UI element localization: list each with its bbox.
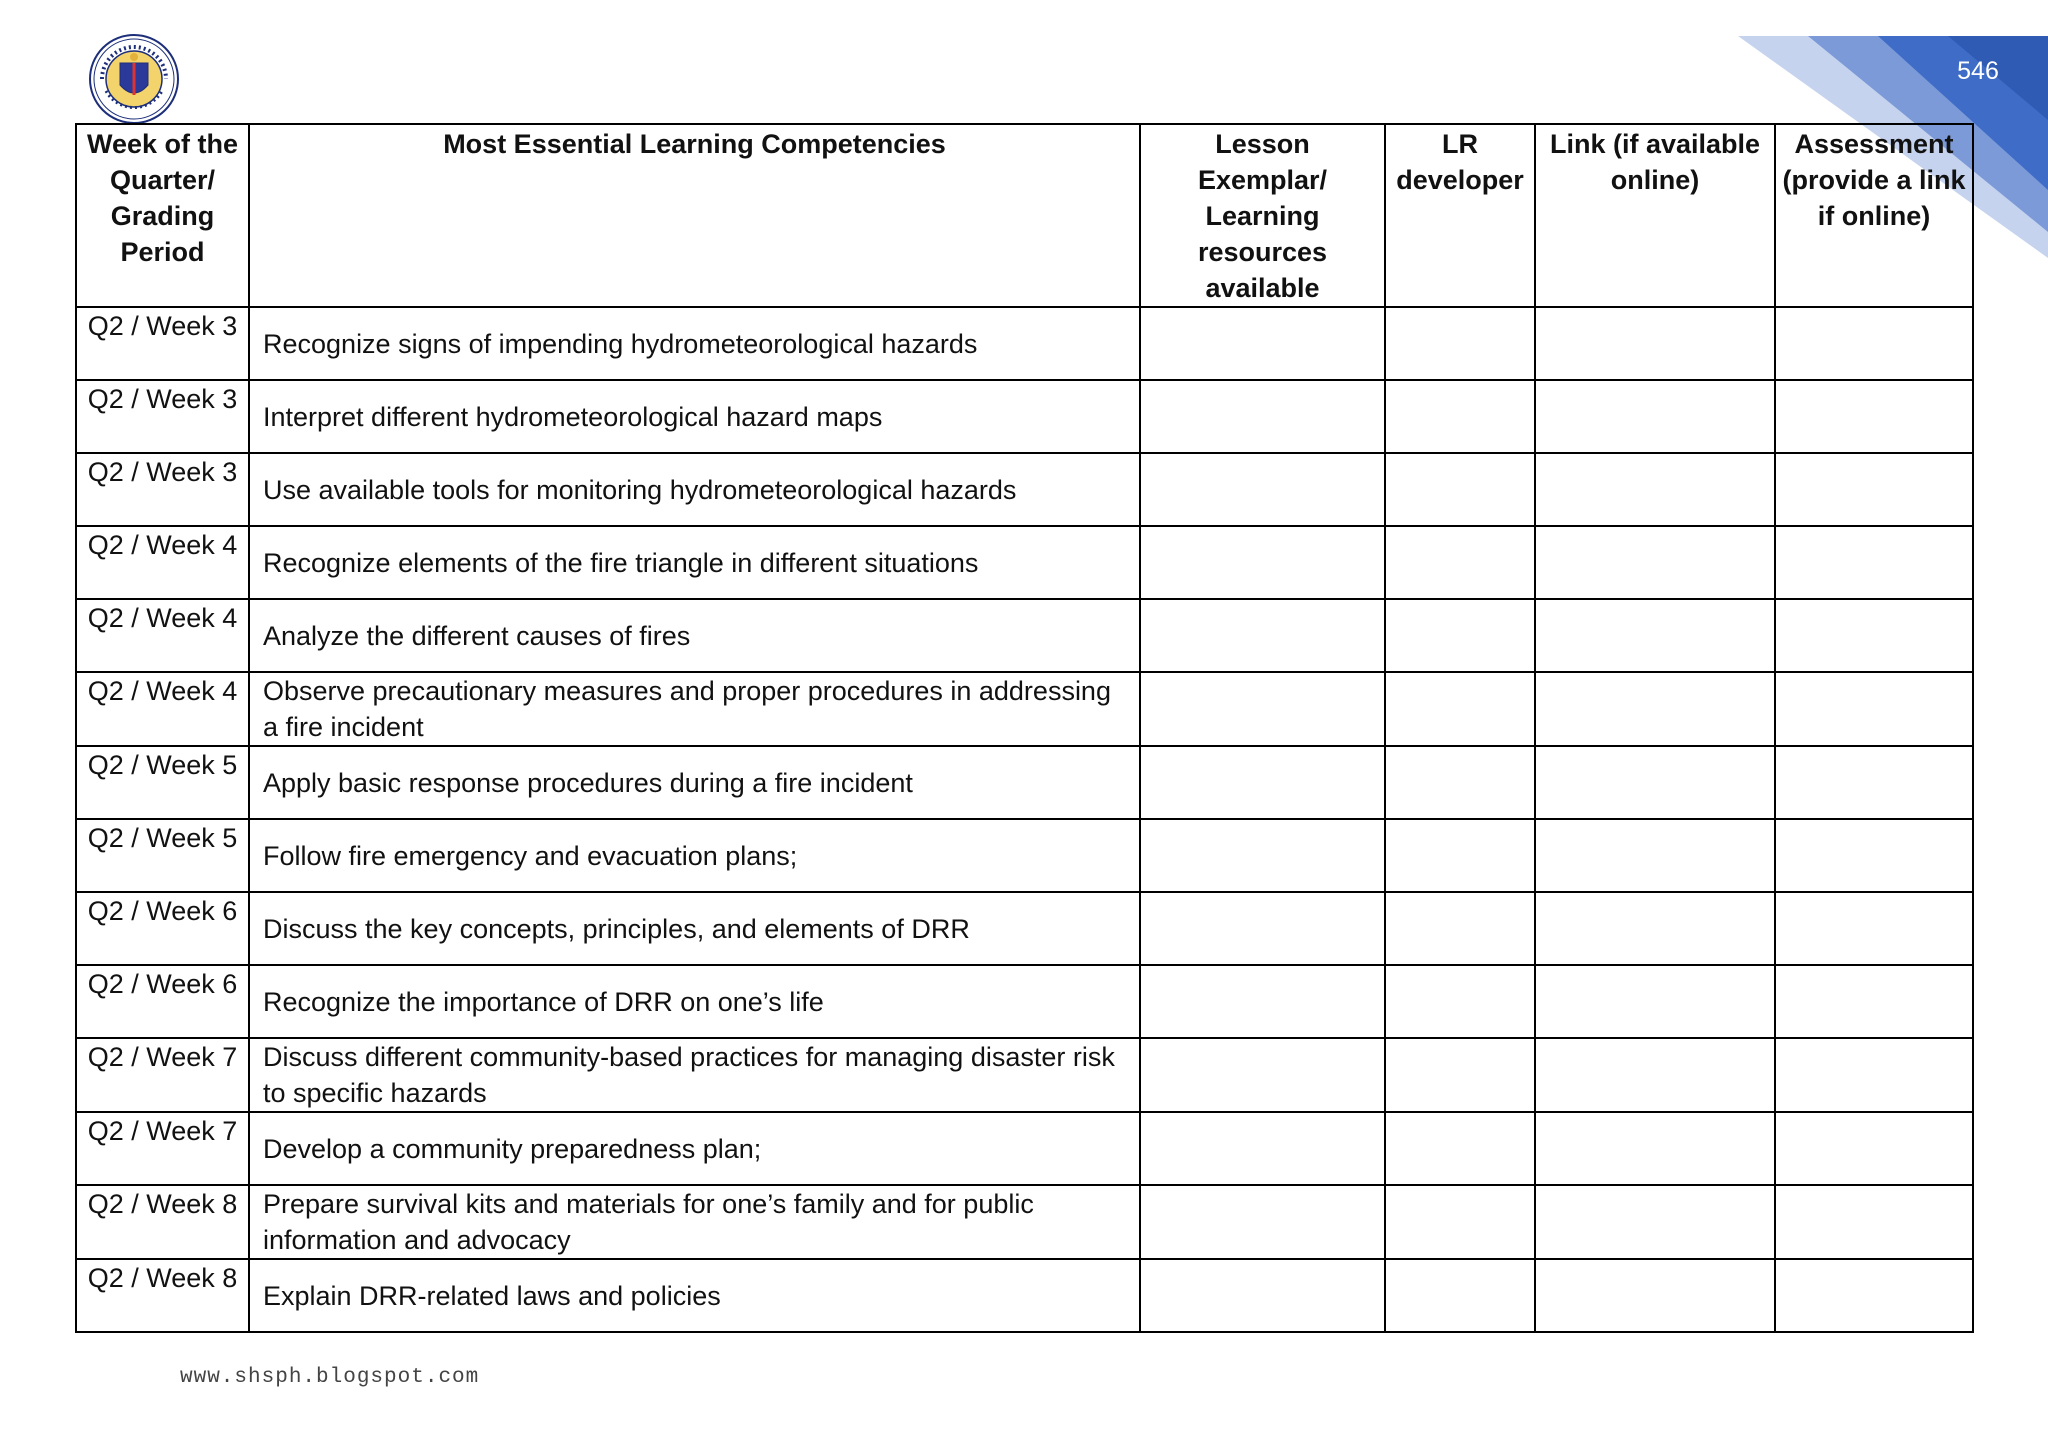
assessment-cell xyxy=(1775,892,1973,965)
week-cell: Q2 / Week 5 xyxy=(76,819,249,892)
assessment-cell xyxy=(1775,672,1973,746)
competency-cell: Recognize the importance of DRR on one’s life xyxy=(249,965,1140,1038)
assessment-cell xyxy=(1775,307,1973,380)
link-cell xyxy=(1535,1259,1775,1332)
table-row xyxy=(76,526,1973,599)
developer-cell xyxy=(1385,672,1535,746)
header-lr-developer: LR developer xyxy=(1385,124,1535,307)
table-row xyxy=(76,1185,1973,1259)
lesson-cell xyxy=(1140,892,1385,965)
table-row xyxy=(76,1112,1973,1185)
competency-cell: Analyze the different causes of fires xyxy=(249,599,1140,672)
lesson-cell xyxy=(1140,453,1385,526)
table-row xyxy=(76,965,1973,1038)
competency-cell: Recognize signs of impending hydrometeorological hazards xyxy=(249,307,1140,380)
assessment-cell xyxy=(1775,1112,1973,1185)
competency-cell: Discuss different community-based practices for managing disaster risk to specific hazards xyxy=(249,1038,1140,1112)
link-cell xyxy=(1535,307,1775,380)
week-cell: Q2 / Week 3 xyxy=(76,453,249,526)
developer-cell xyxy=(1385,380,1535,453)
week-cell: Q2 / Week 5 xyxy=(76,746,249,819)
competency-cell: Develop a community preparedness plan; xyxy=(249,1112,1140,1185)
competency-cell: Apply basic response procedures during a fire incident xyxy=(249,746,1140,819)
lesson-cell xyxy=(1140,1112,1385,1185)
lesson-cell xyxy=(1140,1038,1385,1112)
link-cell xyxy=(1535,453,1775,526)
table-header-row xyxy=(76,124,1973,307)
table-row xyxy=(76,380,1973,453)
assessment-cell xyxy=(1775,380,1973,453)
developer-cell xyxy=(1385,1038,1535,1112)
melc-table xyxy=(75,123,1974,1333)
table-row xyxy=(76,1038,1973,1112)
lesson-cell xyxy=(1140,307,1385,380)
developer-cell xyxy=(1385,1259,1535,1332)
week-cell: Q2 / Week 7 xyxy=(76,1112,249,1185)
assessment-cell xyxy=(1775,599,1973,672)
table-row xyxy=(76,599,1973,672)
assessment-cell xyxy=(1775,1185,1973,1259)
competency-cell: Use available tools for monitoring hydrometeorological hazards xyxy=(249,453,1140,526)
link-cell xyxy=(1535,965,1775,1038)
developer-cell xyxy=(1385,526,1535,599)
developer-cell xyxy=(1385,599,1535,672)
week-cell: Q2 / Week 6 xyxy=(76,965,249,1038)
table-row xyxy=(76,453,1973,526)
header-week: Week of the Quarter/ Grading Period xyxy=(76,124,249,307)
week-cell: Q2 / Week 4 xyxy=(76,599,249,672)
link-cell xyxy=(1535,526,1775,599)
developer-cell xyxy=(1385,892,1535,965)
lesson-cell xyxy=(1140,526,1385,599)
developer-cell xyxy=(1385,819,1535,892)
link-cell xyxy=(1535,746,1775,819)
header-assessment: Assessment (provide a link if online) xyxy=(1775,124,1973,307)
lesson-cell xyxy=(1140,1185,1385,1259)
link-cell xyxy=(1535,1112,1775,1185)
page-number: 546 xyxy=(1957,57,1999,85)
link-cell xyxy=(1535,380,1775,453)
lesson-cell xyxy=(1140,672,1385,746)
link-cell xyxy=(1535,599,1775,672)
table-row xyxy=(76,746,1973,819)
week-cell: Q2 / Week 3 xyxy=(76,380,249,453)
week-cell: Q2 / Week 6 xyxy=(76,892,249,965)
lesson-cell xyxy=(1140,599,1385,672)
lesson-cell xyxy=(1140,746,1385,819)
assessment-cell xyxy=(1775,819,1973,892)
competency-cell: Discuss the key concepts, principles, and elements of DRR xyxy=(249,892,1140,965)
link-cell xyxy=(1535,892,1775,965)
header-competencies: Most Essential Learning Competencies xyxy=(249,124,1140,307)
link-cell xyxy=(1535,672,1775,746)
assessment-cell xyxy=(1775,965,1973,1038)
link-cell xyxy=(1535,1038,1775,1112)
lesson-cell xyxy=(1140,819,1385,892)
footer-url: www.shsph.blogspot.com xyxy=(180,1366,480,1389)
week-cell: Q2 / Week 8 xyxy=(76,1259,249,1332)
assessment-cell xyxy=(1775,1259,1973,1332)
header-link: Link (if available online) xyxy=(1535,124,1775,307)
table-row xyxy=(76,307,1973,380)
link-cell xyxy=(1535,819,1775,892)
week-cell: Q2 / Week 4 xyxy=(76,672,249,746)
developer-cell xyxy=(1385,965,1535,1038)
lesson-cell xyxy=(1140,1259,1385,1332)
week-cell: Q2 / Week 7 xyxy=(76,1038,249,1112)
lesson-cell xyxy=(1140,965,1385,1038)
developer-cell xyxy=(1385,307,1535,380)
lesson-cell xyxy=(1140,380,1385,453)
week-cell: Q2 / Week 4 xyxy=(76,526,249,599)
competency-cell: Recognize elements of the fire triangle in different situations xyxy=(249,526,1140,599)
developer-cell xyxy=(1385,1185,1535,1259)
week-cell: Q2 / Week 3 xyxy=(76,307,249,380)
assessment-cell xyxy=(1775,526,1973,599)
developer-cell xyxy=(1385,1112,1535,1185)
assessment-cell xyxy=(1775,453,1973,526)
assessment-cell xyxy=(1775,746,1973,819)
table-row xyxy=(76,672,1973,746)
competency-cell: Interpret different hydrometeorological hazard maps xyxy=(249,380,1140,453)
week-cell: Q2 / Week 8 xyxy=(76,1185,249,1259)
competency-cell: Follow fire emergency and evacuation plans; xyxy=(249,819,1140,892)
assessment-cell xyxy=(1775,1038,1973,1112)
developer-cell xyxy=(1385,453,1535,526)
competency-cell: Prepare survival kits and materials for one’s family and for public information and advocacy xyxy=(249,1185,1140,1259)
header-lesson-exemplar: Lesson Exemplar/ Learning resources available xyxy=(1140,124,1385,307)
table-row xyxy=(76,819,1973,892)
competency-cell: Observe precautionary measures and proper procedures in addressing a fire incident xyxy=(249,672,1140,746)
developer-cell xyxy=(1385,746,1535,819)
table-row xyxy=(76,1259,1973,1332)
competency-cell: Explain DRR-related laws and policies xyxy=(249,1259,1140,1332)
link-cell xyxy=(1535,1185,1775,1259)
table-row xyxy=(76,892,1973,965)
deped-seal-logo-icon xyxy=(88,33,180,125)
